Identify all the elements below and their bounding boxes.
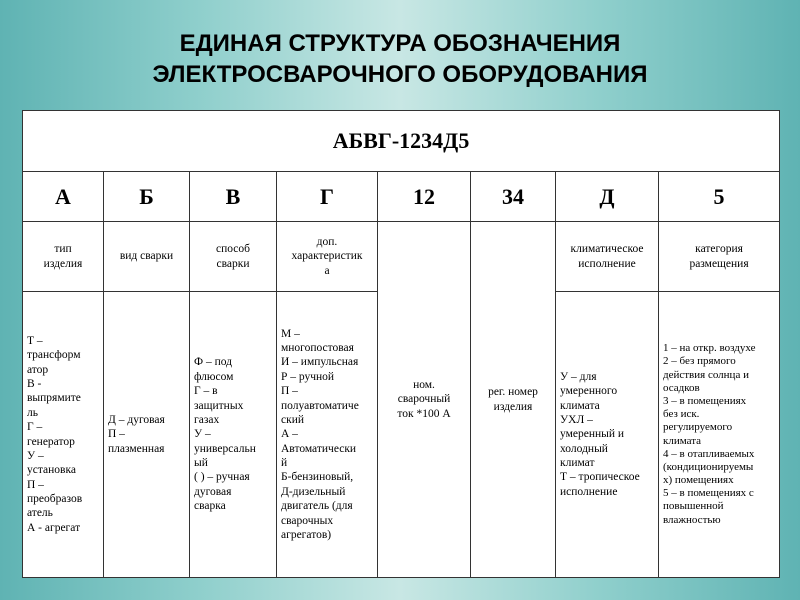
- cell-line: холодный: [560, 442, 608, 455]
- cell-line: й: [281, 457, 288, 470]
- letter-12: 12: [378, 172, 471, 222]
- cell-line: агрегатов): [281, 528, 332, 541]
- cell-line: А –: [281, 428, 298, 441]
- cell-line: атель: [27, 507, 53, 520]
- cell-line: атор: [27, 363, 49, 376]
- nominal-current-cell: [378, 222, 471, 578]
- letter-g: Г: [277, 172, 378, 222]
- letter-v: В: [190, 172, 277, 222]
- cell-line: Т –: [27, 334, 43, 347]
- cell-line: 3 – в помещениях: [663, 394, 747, 407]
- cell-line: регулируемого: [663, 421, 733, 434]
- cell-line: Д – дуговая: [108, 413, 165, 426]
- cell-line: повышенной: [663, 500, 724, 513]
- cell-line: ток *100 А: [397, 407, 451, 420]
- cell-line: исполнение: [578, 257, 636, 270]
- cell-line: сварки: [216, 257, 250, 270]
- cell-line: М –: [281, 327, 300, 340]
- cell-line: плазменная: [108, 442, 165, 455]
- cell-line: многопостовая: [281, 342, 354, 355]
- cell-line: защитных: [194, 399, 244, 412]
- header-extra-characteristic: [277, 222, 378, 292]
- cell-line: Ф – под: [194, 356, 233, 369]
- cell-line: ский: [281, 413, 304, 426]
- cell-line: преобразов: [27, 493, 83, 505]
- cell-line: тип: [54, 243, 72, 256]
- cell-line: П –: [27, 478, 44, 491]
- cell-line: 2 – без прямого: [663, 355, 736, 368]
- details-placement-category: [659, 292, 780, 578]
- cell-line: П –: [281, 385, 298, 398]
- title-line-2: ЭЛЕКТРОСВАРОЧНОГО ОБОРУДОВАНИЯ: [152, 61, 648, 88]
- cell-line: генератор: [27, 435, 75, 448]
- cell-line: 5 – в помещениях с: [663, 487, 754, 500]
- cell-line: У –: [194, 428, 211, 441]
- cell-line: УХЛ –: [560, 413, 593, 426]
- letter-a: А: [23, 172, 104, 222]
- cell-line: ый: [194, 457, 208, 470]
- letter-5: 5: [659, 172, 780, 222]
- cell-line: действия солнца и: [663, 368, 749, 381]
- cell-line: а: [324, 264, 330, 277]
- cell-line: флюсом: [194, 370, 234, 383]
- cell-line: газах: [194, 413, 220, 426]
- cell-line: способ: [215, 243, 250, 256]
- cell-line: универсальн: [194, 442, 256, 455]
- cell-line: без иск.: [663, 408, 700, 421]
- cell-line: (кондиционируемы: [663, 460, 754, 473]
- cell-line: У – для: [560, 370, 597, 383]
- details-welding-method: [190, 292, 277, 578]
- cell-line: ( ) – ручная: [194, 471, 250, 484]
- cell-line: П –: [108, 428, 125, 441]
- header-product-type: [23, 222, 104, 292]
- cell-line: размещения: [689, 257, 749, 270]
- cell-line: характеристик: [291, 250, 363, 263]
- details-climate-version: [556, 292, 659, 578]
- cell-line: дуговая: [194, 485, 232, 498]
- cell-line: двигатель (для: [281, 500, 353, 513]
- cell-line: климат: [560, 457, 595, 470]
- cell-line: климатическое: [570, 243, 644, 256]
- cell-line: Г – в: [194, 385, 218, 398]
- cell-line: рег. номер: [488, 386, 538, 399]
- details-product-type: [23, 292, 104, 578]
- page-title: [0, 28, 800, 90]
- cell-line: изделия: [43, 257, 83, 270]
- header-welding-kind: [104, 222, 190, 292]
- cell-line: изделия: [493, 400, 533, 413]
- cell-line: влажностью: [663, 513, 721, 526]
- cell-line: ль: [27, 406, 38, 419]
- cell-line: А - агрегат: [27, 521, 81, 534]
- cell-line: сварочных: [281, 514, 334, 527]
- cell-line: сварочный: [397, 393, 451, 406]
- cell-line: В -: [27, 378, 42, 390]
- cell-line: Б-бензиновый,: [281, 471, 354, 484]
- letter-d: Д: [556, 172, 659, 222]
- cell-line: осадков: [663, 381, 700, 394]
- cell-line: Г –: [27, 421, 43, 434]
- cell-line: сварка: [194, 500, 226, 513]
- cell-line: У –: [27, 449, 44, 462]
- designation-code: АБВГ-1234Д5: [23, 111, 780, 172]
- cell-line: исполнение: [560, 485, 618, 498]
- details-extra-characteristic: [277, 292, 378, 578]
- details-welding-kind: [104, 292, 190, 578]
- cell-line: климата: [560, 399, 600, 412]
- cell-line: Д-дизельный: [281, 485, 346, 498]
- cell-line: выпрямите: [27, 392, 81, 405]
- registration-number-cell: [471, 222, 556, 578]
- cell-line: 4 – в отапливаемых: [663, 447, 755, 460]
- letter-34: 34: [471, 172, 556, 222]
- cell-line: 1 – на откр. воздухе: [663, 342, 756, 355]
- cell-line: категория: [695, 243, 743, 256]
- cell-line: полуавтоматиче: [281, 399, 359, 412]
- cell-line: доп.: [316, 235, 338, 248]
- cell-line: вид сварки: [119, 250, 174, 263]
- cell-line: умеренного: [560, 385, 618, 398]
- cell-line: х) помещениях: [663, 474, 734, 487]
- cell-line: ном.: [413, 378, 435, 391]
- cell-line: Р – ручной: [281, 370, 335, 383]
- cell-line: И – импульсная: [281, 356, 359, 369]
- cell-line: установка: [27, 464, 76, 477]
- header-placement-category: [659, 222, 780, 292]
- cell-line: Т – тропическое: [560, 471, 640, 484]
- header-climate-version: [556, 222, 659, 292]
- letter-b: Б: [104, 172, 190, 222]
- cell-line: Автоматически: [281, 442, 357, 455]
- designation-table: [22, 110, 780, 578]
- title-line-1: ЕДИНАЯ СТРУКТУРА ОБОЗНАЧЕНИЯ: [179, 30, 621, 57]
- cell-line: умеренный и: [560, 428, 625, 441]
- header-welding-method: [190, 222, 277, 292]
- cell-line: трансформ: [27, 349, 81, 362]
- cell-line: климата: [663, 434, 702, 447]
